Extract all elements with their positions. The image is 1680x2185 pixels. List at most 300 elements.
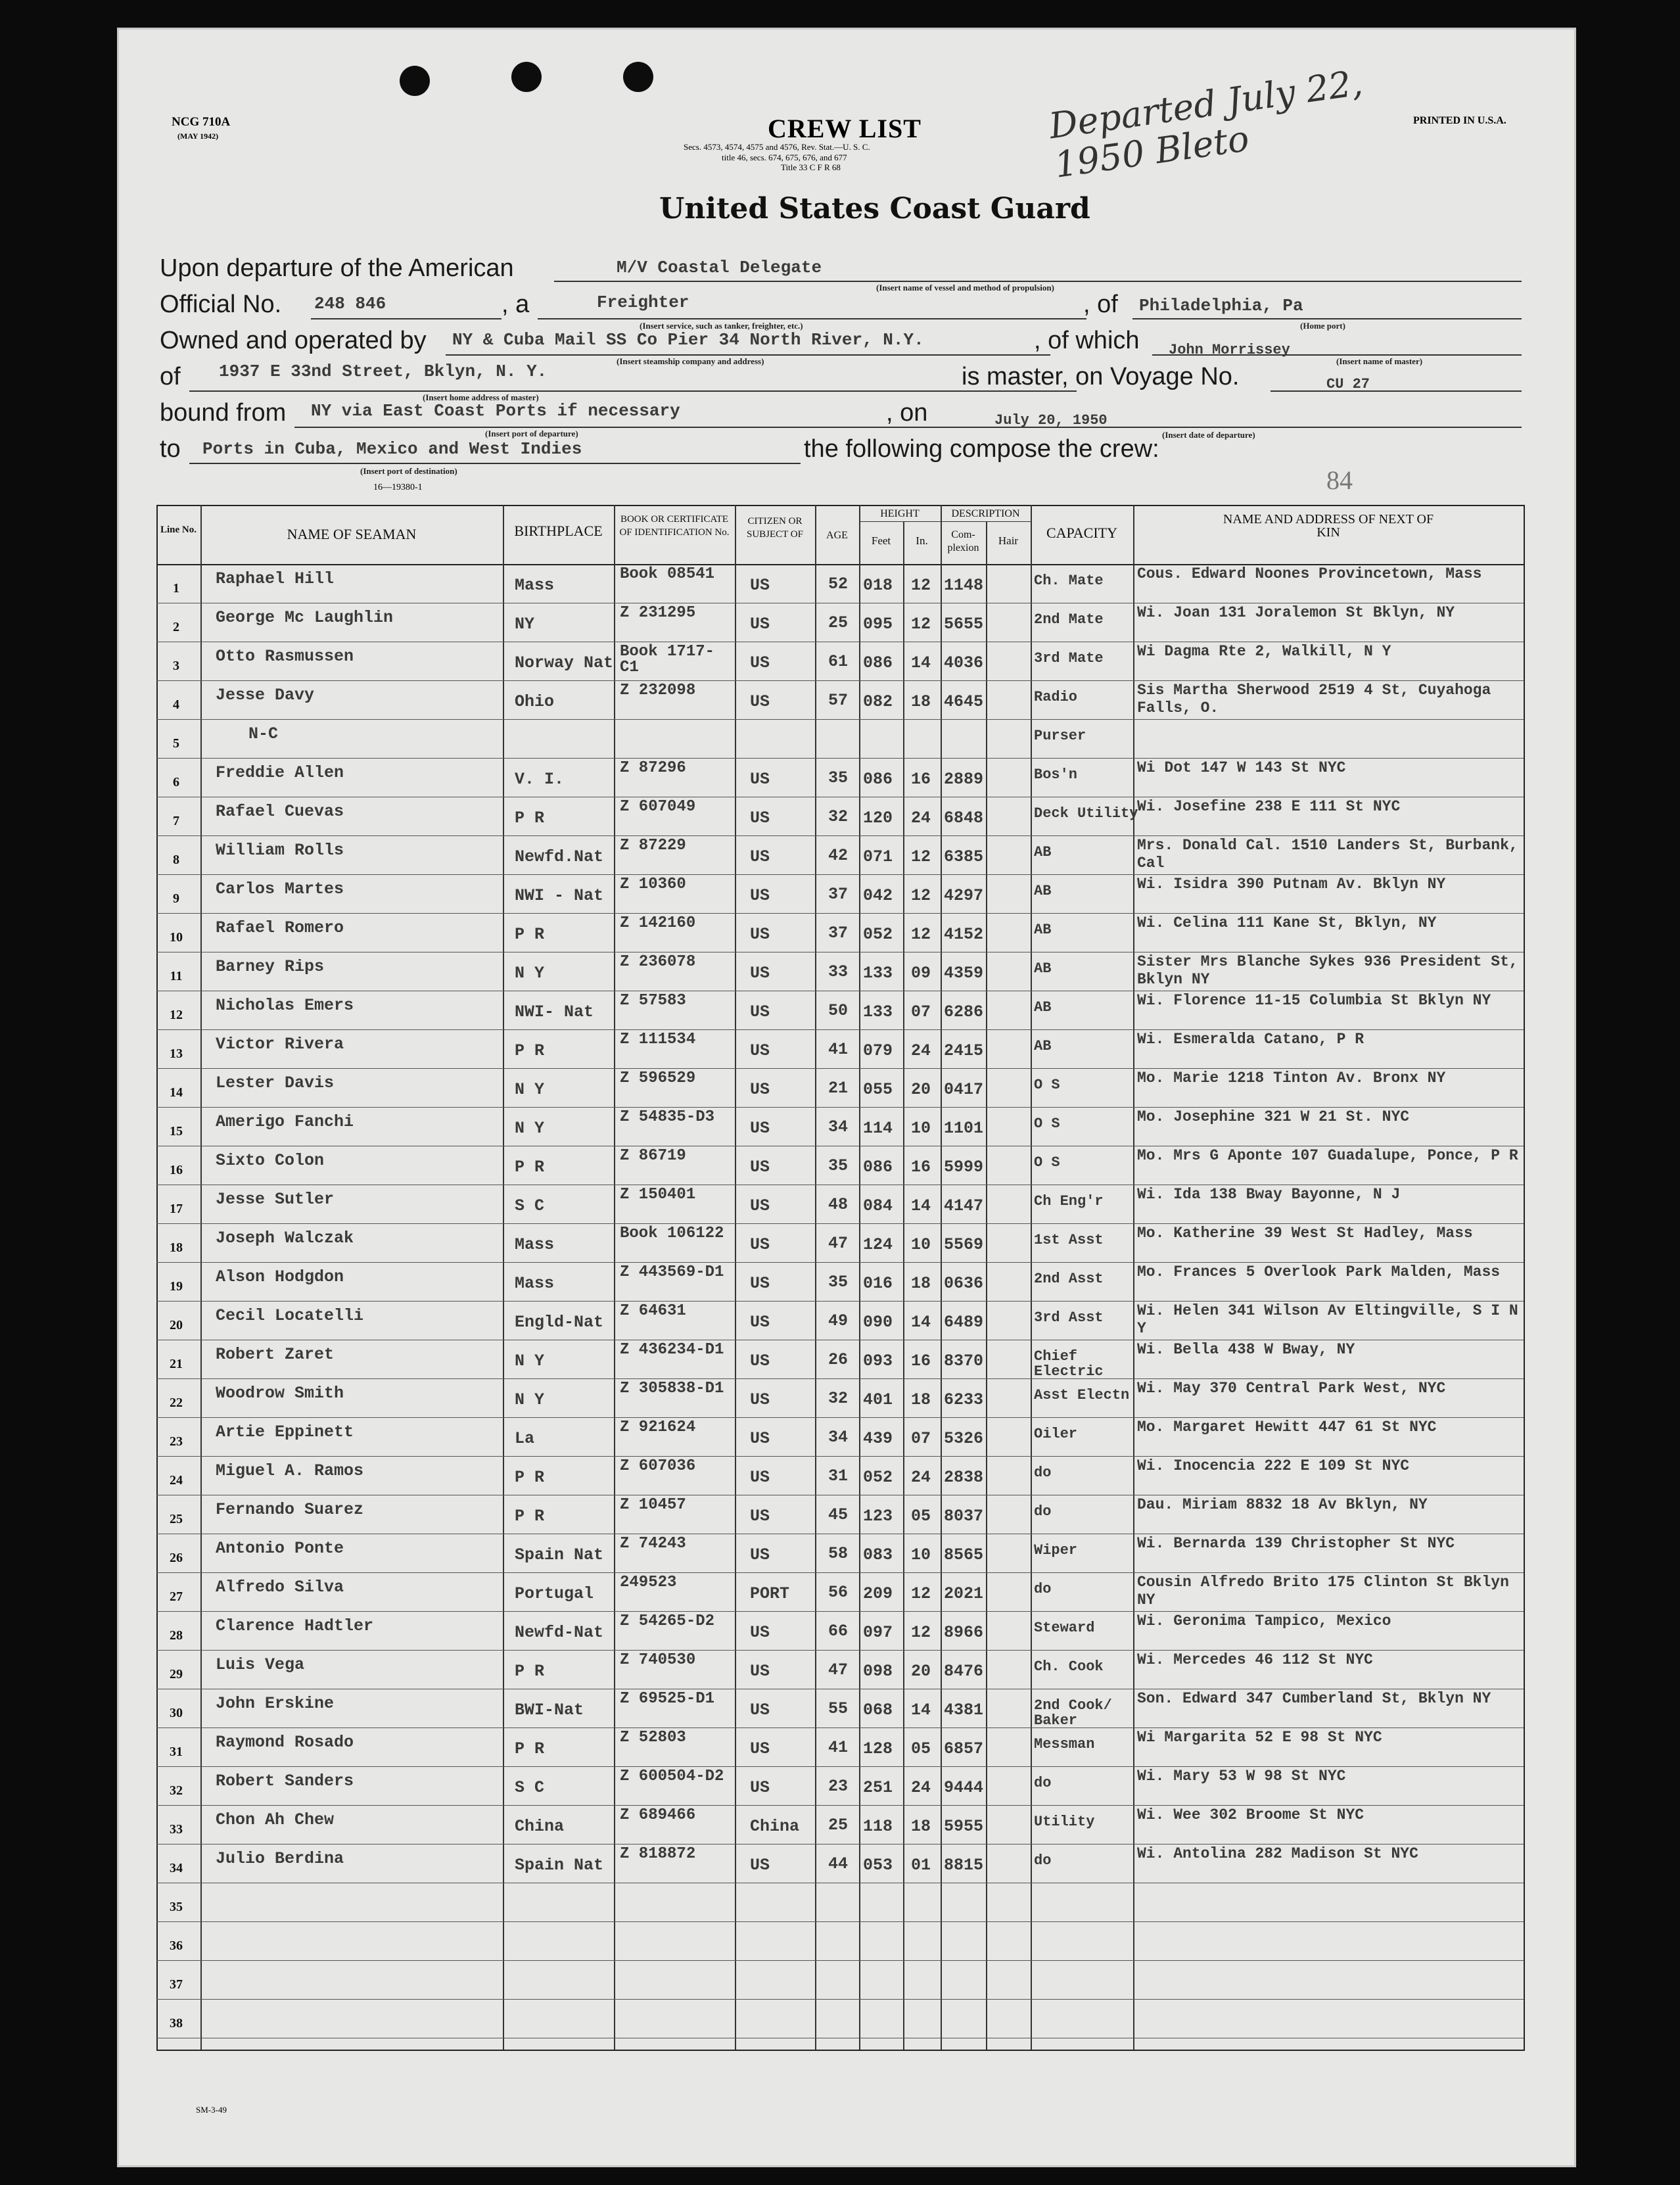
line-number: 38: [170, 2016, 183, 2031]
line-number: 25: [170, 1512, 183, 1526]
birthplace: P R: [515, 1468, 545, 1487]
book-number: Z 57583: [620, 992, 686, 1010]
table-row: [156, 1999, 1524, 2038]
capacity: 2nd Mate: [1034, 611, 1104, 628]
line-number: 9: [173, 891, 179, 906]
date-caption: (Insert date of departure): [1162, 430, 1255, 440]
header-hair: Hair: [998, 534, 1019, 547]
height-feet: 016: [863, 1274, 893, 1293]
complexion: 0636: [944, 1274, 984, 1293]
line-number: 2: [173, 620, 179, 634]
seaman-name: John Erskine: [216, 1694, 335, 1713]
citizenship: US: [750, 1080, 770, 1099]
seaman-name: Chon Ah Chew: [216, 1810, 335, 1829]
next-of-kin: Mo. Margaret Hewitt 447 61 St NYC: [1137, 1419, 1437, 1436]
capacity: Oiler: [1034, 1426, 1078, 1442]
vessel-name: M/V Coastal Delegate: [617, 258, 822, 277]
height-feet: 079: [863, 1041, 893, 1060]
seaman-name: Rafael Romero: [216, 918, 344, 937]
crew-list-document: [117, 28, 1576, 2167]
seaman-name: N-C: [248, 724, 279, 743]
citizenship: US: [750, 1390, 770, 1409]
height-feet: 082: [863, 692, 893, 711]
height-inches: 16: [911, 1158, 931, 1177]
height-feet: 018: [863, 576, 893, 595]
destination: Ports in Cuba, Mexico and West Indies: [202, 439, 582, 459]
age: 55: [828, 1699, 849, 1718]
book-number: Z 689466: [620, 1806, 696, 1824]
next-of-kin: Dau. Miriam 8832 18 Av Bklyn, NY: [1137, 1496, 1428, 1513]
table-row: [156, 1068, 1524, 1107]
destination-caption: (Insert port of destination): [360, 466, 457, 476]
book-number: Z 600504-D2: [620, 1768, 724, 1785]
book-number: Z 87296: [620, 759, 686, 777]
next-of-kin: Wi. Antolina 282 Madison St NYC: [1137, 1845, 1418, 1862]
height-inches: 18: [911, 1817, 931, 1836]
table-row: [156, 1223, 1524, 1262]
complexion: 4152: [944, 925, 984, 944]
book-number: Z 111534: [620, 1031, 696, 1048]
table-row: [156, 874, 1524, 913]
book-number: Z 10360: [620, 876, 686, 893]
line-number: 11: [170, 969, 183, 983]
table-row: [156, 952, 1524, 991]
citizenship: US: [750, 1119, 770, 1138]
age: 35: [828, 768, 849, 787]
citizenship: China: [750, 1817, 800, 1836]
home-port: Philadelphia, Pa: [1139, 296, 1303, 316]
departure-label: Upon departure of the American: [160, 254, 514, 282]
capacity: 3rd Asst: [1034, 1309, 1104, 1326]
master-caption: (Insert name of master): [1336, 356, 1423, 366]
book-number: 249523: [620, 1574, 677, 1591]
of-which-label: , of which: [1034, 327, 1140, 354]
birthplace: N Y: [515, 1390, 545, 1409]
seaman-name: Alson Hodgdon: [216, 1267, 344, 1286]
book-number: Z 607049: [620, 798, 696, 816]
height-feet: 439: [863, 1429, 893, 1448]
height-inches: 24: [911, 809, 931, 828]
age: 34: [828, 1428, 849, 1447]
age: 41: [828, 1738, 849, 1757]
birthplace: Portugal: [515, 1584, 594, 1603]
height-feet: 086: [863, 770, 893, 789]
next-of-kin: Wi. Joan 131 Joralemon St Bklyn, NY: [1137, 604, 1455, 621]
next-of-kin: Mo. Marie 1218 Tinton Av. Bronx NY: [1137, 1069, 1446, 1087]
age: 45: [828, 1505, 849, 1524]
line-number: 4: [173, 697, 179, 712]
owner-caption: (Insert steamship company and address): [617, 356, 764, 366]
statute-line-1: Secs. 4573, 4574, 4575 and 4576, Rev. Stat.—U. S. C.: [684, 142, 870, 152]
header-birthplace: BIRTHPLACE: [514, 523, 603, 539]
height-inches: 18: [911, 692, 931, 711]
table-row: [156, 564, 1524, 603]
height-feet: 251: [863, 1778, 893, 1797]
birthplace: NWI - Nat: [515, 886, 604, 905]
capacity: AB: [1034, 922, 1052, 938]
line-number: 3: [173, 659, 179, 673]
height-inches: 18: [911, 1274, 931, 1293]
capacity: 1st Asst: [1034, 1232, 1104, 1248]
next-of-kin: Wi. Geronima Tampico, Mexico: [1137, 1612, 1391, 1630]
citizenship: US: [750, 770, 770, 789]
book-number: Z 69525-D1: [620, 1690, 715, 1708]
citizenship: US: [750, 576, 770, 595]
seaman-name: Artie Eppinett: [216, 1422, 354, 1442]
birthplace: N Y: [515, 1119, 545, 1138]
citizenship: US: [750, 1196, 770, 1215]
line-number: 14: [170, 1085, 183, 1100]
book-number: Z 54265-D2: [620, 1612, 715, 1630]
capacity: Bos'n: [1034, 766, 1078, 783]
form-date: (MAY 1942): [177, 131, 219, 141]
birthplace: S C: [515, 1778, 545, 1797]
height-feet: 055: [863, 1080, 893, 1099]
capacity: Utility: [1034, 1814, 1095, 1830]
of2-label: of: [160, 363, 181, 390]
capacity: Ch. Cook: [1034, 1658, 1104, 1675]
height-feet: 124: [863, 1235, 893, 1254]
capacity: Purser: [1034, 728, 1086, 744]
height-inches: 14: [911, 653, 931, 672]
birthplace: Spain Nat: [515, 1856, 604, 1875]
capacity: do: [1034, 1503, 1052, 1520]
age: 34: [828, 1117, 849, 1137]
book-number: Z 740530: [620, 1651, 696, 1669]
citizenship: PORT: [750, 1584, 790, 1603]
next-of-kin: Cous. Edward Noones Provincetown, Mass: [1137, 565, 1482, 582]
age: 52: [828, 575, 849, 594]
citizenship: US: [750, 653, 770, 672]
height-inches: 14: [911, 1313, 931, 1332]
capacity: AB: [1034, 844, 1052, 860]
seaman-name: Sixto Colon: [216, 1151, 325, 1170]
line-number: 29: [170, 1667, 183, 1681]
complexion: 6385: [944, 847, 984, 866]
form-title: CREW LIST: [768, 114, 922, 143]
bound-from: NY via East Coast Ports if necessary: [311, 401, 680, 421]
line-number: 23: [170, 1434, 183, 1449]
book-number: Z 87229: [620, 837, 686, 855]
line-number: 37: [170, 1977, 183, 1992]
complexion: 8037: [944, 1507, 984, 1526]
citizenship: US: [750, 847, 770, 866]
line-number: 15: [170, 1124, 183, 1139]
age: 56: [828, 1583, 849, 1602]
next-of-kin: Wi. Florence 11-15 Columbia St Bklyn NY: [1137, 992, 1491, 1009]
footer-print-code: SM-3-49: [196, 2105, 227, 2115]
complexion: 6857: [944, 1739, 984, 1758]
age: 25: [828, 613, 849, 632]
height-inches: 10: [911, 1119, 931, 1138]
age: 47: [828, 1660, 849, 1680]
height-inches: 07: [911, 1002, 931, 1022]
line-number: 28: [170, 1628, 183, 1643]
next-of-kin: Wi. Wee 302 Broome St NYC: [1137, 1806, 1365, 1823]
a-label: , a: [502, 291, 530, 318]
seaman-name: Freddie Allen: [216, 763, 344, 782]
birthplace: Engld-Nat: [515, 1313, 604, 1332]
on-label: , on: [886, 399, 928, 427]
birthplace: NY: [515, 615, 535, 634]
table-row: [156, 1534, 1524, 1572]
seaman-name: Victor Rivera: [216, 1035, 344, 1054]
height-inches: 05: [911, 1507, 931, 1526]
complexion: 8565: [944, 1545, 984, 1564]
height-inches: 20: [911, 1080, 931, 1099]
table-row: [156, 1805, 1524, 1844]
birthplace: Spain Nat: [515, 1545, 604, 1564]
seaman-name: Fernando Suarez: [216, 1500, 364, 1519]
table-row: [156, 1883, 1524, 1921]
next-of-kin: Cousin Alfredo Brito 175 Clinton St Bklyn NY: [1137, 1574, 1509, 1609]
official-no: 248 846: [314, 294, 386, 314]
birthplace: N Y: [515, 964, 545, 983]
book-number: Z 64631: [620, 1302, 686, 1320]
next-of-kin: Wi. Inocencia 222 E 109 St NYC: [1137, 1457, 1410, 1474]
height-inches: 01: [911, 1856, 931, 1875]
height-feet: 128: [863, 1739, 893, 1758]
complexion: 4359: [944, 964, 984, 983]
age: 47: [828, 1234, 849, 1253]
next-of-kin: Wi. Isidra 390 Putnam Av. Bklyn NY: [1137, 876, 1446, 893]
capacity: O S: [1034, 1077, 1060, 1093]
seaman-name: Clarence Hadtler: [216, 1616, 374, 1635]
height-inches: 16: [911, 1351, 931, 1371]
age: 31: [828, 1467, 849, 1486]
capacity: AB: [1034, 999, 1052, 1016]
line-number: 10: [170, 930, 183, 945]
capacity: do: [1034, 1581, 1052, 1597]
book-number: Z 921624: [620, 1419, 696, 1436]
table-row: [156, 1650, 1524, 1689]
citizenship: US: [750, 1739, 770, 1758]
table-row: [156, 1340, 1524, 1378]
line-number: 19: [170, 1279, 183, 1294]
next-of-kin: Wi. Mercedes 46 112 St NYC: [1137, 1651, 1373, 1668]
birthplace: NWI- Nat: [515, 1002, 594, 1022]
header-book: BOOK OR CERTIFICATE OF IDENTIFICATION No.: [619, 514, 730, 538]
complexion: 5326: [944, 1429, 984, 1448]
seaman-name: Luis Vega: [216, 1655, 305, 1674]
seaman-name: Rafael Cuevas: [216, 802, 344, 821]
birthplace: Newfd.Nat: [515, 847, 604, 866]
complexion: 4036: [944, 653, 984, 672]
capacity: Chief Electric: [1034, 1348, 1104, 1380]
header-name: NAME OF SEAMAN: [287, 526, 417, 542]
height-feet: 068: [863, 1701, 893, 1720]
next-of-kin: Wi. Mary 53 W 98 St NYC: [1137, 1768, 1346, 1785]
table-row: [156, 1611, 1524, 1650]
birthplace: P R: [515, 1739, 545, 1758]
header-description: DESCRIPTION: [951, 508, 1020, 519]
book-number: Z 232098: [620, 682, 696, 699]
table-row: [156, 1107, 1524, 1146]
complexion: 2415: [944, 1041, 984, 1060]
seaman-name: Jesse Sutler: [216, 1190, 335, 1209]
capacity: do: [1034, 1852, 1052, 1869]
book-number: Z 52803: [620, 1729, 686, 1747]
seaman-name: George Mc Laughlin: [216, 608, 394, 627]
crew-table: [156, 505, 1524, 2050]
capacity: Radio: [1034, 689, 1078, 705]
age: 61: [828, 652, 849, 671]
birthplace: P R: [515, 809, 545, 828]
voyage-label: is master, on Voyage No.: [962, 363, 1240, 390]
header-height: HEIGHT: [880, 508, 920, 519]
line-number: 31: [170, 1745, 183, 1759]
height-feet: 053: [863, 1856, 893, 1875]
complexion: 5999: [944, 1158, 984, 1177]
header-line-no: Line No.: [160, 525, 197, 535]
seaman-name: Robert Zaret: [216, 1345, 335, 1364]
line-number: 1: [173, 581, 179, 596]
seaman-name: Miguel A. Ramos: [216, 1461, 364, 1480]
table-row: [156, 991, 1524, 1029]
book-number: Book 1717-C1: [620, 643, 715, 676]
table-row: [156, 1378, 1524, 1417]
seaman-name: Raymond Rosado: [216, 1733, 354, 1752]
capacity: AB: [1034, 1038, 1052, 1054]
birthplace: N Y: [515, 1351, 545, 1371]
birthplace: Newfd-Nat: [515, 1623, 604, 1642]
next-of-kin: Sis Martha Sherwood 2519 4 St, Cuyahoga Falls, O.: [1137, 682, 1491, 717]
line-number: 7: [173, 814, 179, 828]
capacity: Asst Electn: [1034, 1387, 1130, 1403]
book-number: Z 74243: [620, 1535, 686, 1553]
table-row: [156, 1960, 1524, 1999]
citizenship: US: [750, 1351, 770, 1371]
age: 49: [828, 1311, 849, 1330]
crew-count-stamp: 84: [1326, 465, 1353, 495]
citizenship: US: [750, 964, 770, 983]
following-label: the following compose the crew:: [804, 435, 1159, 463]
capacity: 2nd Cook/ Baker: [1034, 1697, 1112, 1729]
capacity: Wiper: [1034, 1542, 1078, 1559]
age: 26: [828, 1350, 849, 1369]
capacity: Messman: [1034, 1736, 1095, 1752]
height-feet: 401: [863, 1390, 893, 1409]
citizenship: US: [750, 615, 770, 634]
book-number: Book 106122: [620, 1225, 724, 1242]
complexion: 2889: [944, 770, 984, 789]
height-inches: 16: [911, 770, 931, 789]
capacity: O S: [1034, 1154, 1060, 1171]
punch-hole: [623, 62, 653, 92]
capacity: AB: [1034, 960, 1052, 977]
line-number: 26: [170, 1551, 183, 1565]
book-number: Book 08541: [620, 565, 715, 583]
citizenship: US: [750, 1429, 770, 1448]
height-feet: 095: [863, 615, 893, 634]
age: 23: [828, 1777, 849, 1796]
statute-line-2: title 46, secs. 674, 675, 676, and 677: [722, 153, 847, 162]
table-row: [156, 797, 1524, 835]
table-row: [156, 913, 1524, 952]
citizenship: US: [750, 1468, 770, 1487]
next-of-kin: Son. Edward 347 Cumberland St, Bklyn NY: [1137, 1690, 1491, 1707]
next-of-kin: Wi. Celina 111 Kane St, Bklyn, NY: [1137, 914, 1437, 931]
complexion: 4381: [944, 1701, 984, 1720]
master-address-caption: (Insert home address of master): [423, 392, 539, 402]
height-inches: 12: [911, 847, 931, 866]
table-row: [156, 1689, 1524, 1727]
seaman-name: Lester Davis: [216, 1073, 335, 1092]
book-number: Z 86719: [620, 1147, 686, 1165]
age: 57: [828, 691, 849, 710]
next-of-kin: Wi. Helen 341 Wilson Av Eltingville, S I N Y: [1137, 1302, 1518, 1337]
line-number: 16: [170, 1163, 183, 1177]
capacity: 3rd Mate: [1034, 650, 1104, 667]
line-number: 24: [170, 1473, 183, 1488]
header-feet: Feet: [871, 534, 891, 547]
line-number: 17: [170, 1202, 183, 1216]
vessel-caption: (Insert name of vessel and method of propulsion): [876, 283, 1054, 293]
citizenship: US: [750, 1274, 770, 1293]
seaman-name: Cecil Locatelli: [216, 1306, 364, 1325]
birthplace: P R: [515, 925, 545, 944]
citizenship: US: [750, 692, 770, 711]
line-number: 21: [170, 1357, 183, 1371]
line-number: 8: [173, 853, 179, 867]
capacity: O S: [1034, 1116, 1060, 1132]
capacity: Steward: [1034, 1620, 1095, 1636]
line-number: 33: [170, 1822, 183, 1837]
complexion: 8815: [944, 1856, 984, 1875]
birthplace: BWI-Nat: [515, 1701, 584, 1720]
book-number: Z 54835-D3: [620, 1108, 715, 1126]
next-of-kin: Wi. Josefine 238 E 111 St NYC: [1137, 798, 1401, 815]
seaman-name: Amerigo Fanchi: [216, 1112, 354, 1131]
line-number: 5: [173, 736, 179, 751]
age: 33: [828, 962, 849, 981]
vessel-service: Freighter: [597, 293, 689, 312]
age: 37: [828, 885, 849, 904]
punch-hole: [511, 62, 542, 92]
height-inches: 12: [911, 1623, 931, 1642]
capacity: Deck Utility: [1034, 805, 1138, 822]
complexion: 1101: [944, 1119, 984, 1138]
seaman-name: Robert Sanders: [216, 1772, 354, 1791]
height-inches: 09: [911, 964, 931, 983]
table-row: [156, 603, 1524, 642]
book-number: Z 818872: [620, 1845, 696, 1863]
citizenship: US: [750, 1313, 770, 1332]
to-label: to: [160, 435, 181, 463]
table-row: [156, 1766, 1524, 1805]
height-feet: 133: [863, 1002, 893, 1022]
height-inches: 10: [911, 1235, 931, 1254]
birthplace: P R: [515, 1158, 545, 1177]
citizenship: US: [750, 1235, 770, 1254]
table-row: [156, 1844, 1524, 1883]
age: 42: [828, 846, 849, 865]
age: 32: [828, 1389, 849, 1408]
citizenship: US: [750, 1662, 770, 1681]
home-port-caption: (Home port): [1300, 321, 1345, 331]
birthplace: Ohio: [515, 692, 555, 711]
height-feet: 098: [863, 1662, 893, 1681]
table-row: [156, 835, 1524, 874]
height-feet: 083: [863, 1545, 893, 1564]
seaman-name: Raphael Hill: [216, 569, 335, 588]
next-of-kin: Wi Dot 147 W 143 St NYC: [1137, 759, 1346, 776]
next-of-kin: Wi Margarita 52 E 98 St NYC: [1137, 1729, 1382, 1746]
citizenship: US: [750, 809, 770, 828]
punch-hole: [400, 66, 430, 96]
capacity: Ch. Mate: [1034, 573, 1104, 589]
owned-label: Owned and operated by: [160, 327, 427, 354]
